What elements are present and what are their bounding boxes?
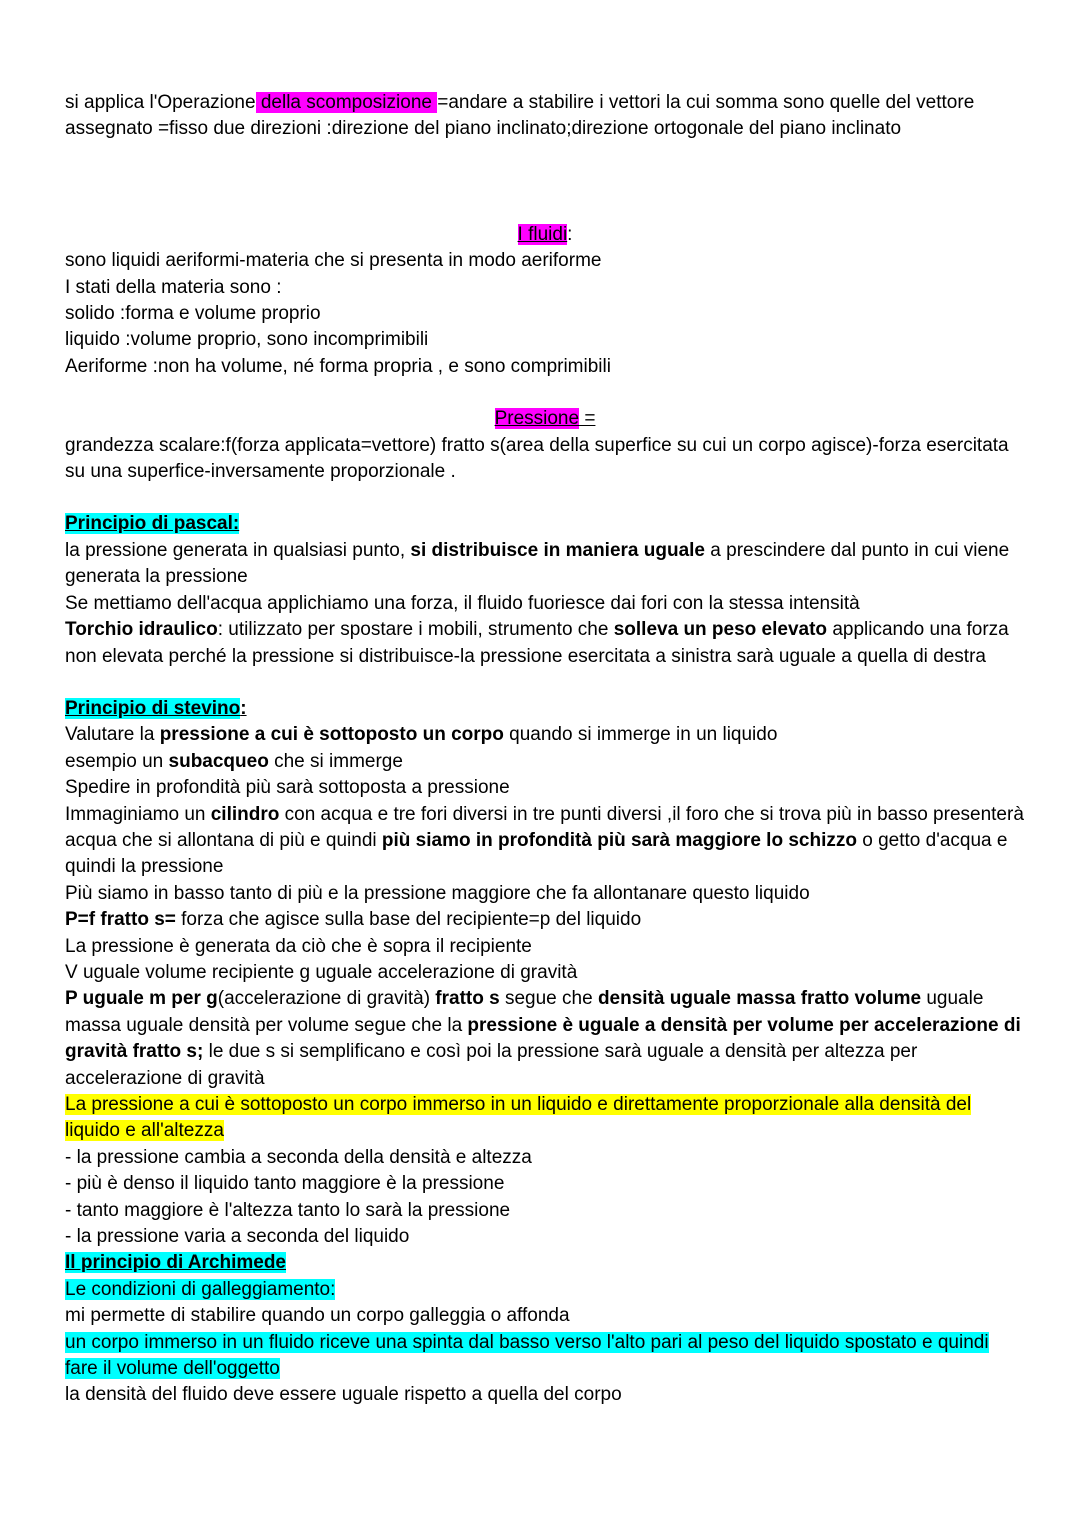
stevino-bold: cilindro xyxy=(210,803,280,825)
intro-paragraph xyxy=(65,90,1025,143)
stevino-text: quando si immerge in un liquido xyxy=(503,724,778,746)
stevino-line: La pressione è generata da ciò che è sopra il recipiente xyxy=(65,935,532,957)
fluidi-line: sono liquidi aeriformi-materia che si presenta in modo aeriforme xyxy=(65,250,602,272)
spacer xyxy=(65,380,1025,406)
archimede-principle: un corpo immerso in un fluido riceve una spinta dal basso verso l'alto pari al peso del liquido spostato e quindi fare il volume dell'oggetto xyxy=(65,1331,989,1380)
pascal-text: : utilizzato per spostare i mobili, strumento che xyxy=(217,619,614,641)
fluidi-line: I stati della materia sono : xyxy=(65,276,282,298)
archimede-conditions: Le condizioni di galleggiamento: xyxy=(65,1278,336,1300)
fluidi-line: liquido :volume proprio, sono incomprimibili xyxy=(65,329,429,351)
fluidi-title-colon: : xyxy=(567,223,573,245)
stevino-highlight-line xyxy=(65,1092,1025,1145)
pascal-heading: Principio di pascal: xyxy=(65,513,240,535)
stevino-text: le due s si semplificano e così poi la pressione sarà uguale a densità per altezza per accelerazione di gravità xyxy=(65,1041,918,1089)
stevino-text: (accelerazione di gravità) xyxy=(217,988,436,1010)
pascal-text: applicando una forza non elevata perché la pressione si distribuisce-la pressione esercitata a sinistra sarà uguale a quella di destra xyxy=(65,619,1009,667)
archimede-line: la densità del fluido deve essere uguale rispetto a quella del corpo xyxy=(65,1384,622,1406)
stevino-line xyxy=(65,802,1025,881)
document-content xyxy=(65,90,1025,1409)
stevino-bold: subacqueo xyxy=(168,750,269,772)
stevino-text: o getto d'acqua e quindi la pressione xyxy=(65,829,1008,878)
stevino-line: Spedire in profondità più sarà sottoposta a pressione xyxy=(65,777,510,799)
stevino-bullet: - tanto maggiore è l'altezza tanto lo sarà la pressione xyxy=(65,1199,511,1221)
archimede-heading: Il principio di Archimede xyxy=(65,1252,286,1274)
pressione-definition: grandezza scalare:f(forza applicata=vettore) fratto s(area della superfice su cui un corpo agisce)-forza esercitata su una superfice-inversamente proporzionale . xyxy=(65,434,1009,483)
stevino-line: Più siamo in basso tanto di più e la pressione maggiore che fa allontanare questo liquido xyxy=(65,882,810,904)
highlight-scomposizione: della scomposizione xyxy=(255,92,438,113)
archimede-conditions-line xyxy=(65,1277,1025,1303)
stevino-highlight: La pressione a cui è sottoposto un corpo immerso in un liquido e direttamente proporzionale alla densità del liquido e all'altezza xyxy=(65,1094,972,1142)
pressione-title-line xyxy=(65,406,1025,432)
stevino-heading-line xyxy=(65,696,1025,722)
spacer xyxy=(65,143,1025,222)
pascal-paragraph-3 xyxy=(65,617,1025,670)
spacer xyxy=(65,485,1025,511)
stevino-bold: P=f fratto s= xyxy=(65,909,176,931)
stevino-bold: pressione a cui è sottoposto un corpo xyxy=(159,724,504,746)
stevino-text: esempio un xyxy=(65,750,169,772)
pascal-paragraph-1 xyxy=(65,538,1025,591)
stevino-line: V uguale volume recipiente g uguale accelerazione di gravità xyxy=(65,961,578,983)
pressione-title-eq: = xyxy=(579,408,596,430)
pressione-title: Pressione xyxy=(494,408,580,430)
pascal-paragraph-2: Se mettiamo dell'acqua applichiamo una forza, il fluido fuoriesce dai fori con la stessa intensità xyxy=(65,592,860,614)
fluidi-line: solido :forma e volume proprio xyxy=(65,303,321,325)
pascal-bold: solleva un peso elevato xyxy=(613,619,828,641)
stevino-line xyxy=(65,749,1025,775)
stevino-bullet: - più è denso il liquido tanto maggiore è la pressione xyxy=(65,1173,505,1195)
stevino-text: forza che agisce sulla base del recipiente=p del liquido xyxy=(175,909,642,931)
stevino-text: con acqua e tre fori diversi in tre punti diversi ,il foro che si trova più in basso presenterà acqua che si allontana di più e quindi xyxy=(65,803,1024,851)
stevino-heading-colon: : xyxy=(240,697,247,719)
pascal-heading-line xyxy=(65,511,1025,537)
stevino-bold: P uguale m per g xyxy=(65,988,218,1010)
stevino-text: Immaginiamo un xyxy=(65,803,211,825)
stevino-heading: Principio di stevino xyxy=(65,697,241,719)
archimede-text: mi permette di stabilire quando un corpo galleggia o affonda xyxy=(65,1305,570,1327)
stevino-bold: fratto s xyxy=(435,988,500,1010)
pascal-text: la pressione generata in qualsiasi punto, xyxy=(65,539,411,561)
pascal-text: a prescindere dal punto in cui viene generata la pressione xyxy=(65,539,1010,588)
archimede-principle-line xyxy=(65,1330,1025,1383)
stevino-bullet: - la pressione varia a seconda del liquido xyxy=(65,1226,410,1248)
stevino-bold: densità uguale massa fratto volume xyxy=(597,988,922,1010)
stevino-text: segue che xyxy=(499,988,598,1010)
stevino-bullet: - la pressione cambia a seconda della densità e altezza xyxy=(65,1146,532,1168)
fluidi-line: Aeriforme :non ha volume, né forma propria , e sono comprimibili xyxy=(65,355,611,377)
stevino-text: che si immerge xyxy=(268,750,403,772)
stevino-bold: più siamo in profondità più sarà maggiore lo schizzo xyxy=(381,829,857,851)
archimede-line xyxy=(65,1303,1025,1329)
stevino-line xyxy=(65,722,1025,748)
intro-text: si applica l'Operazione xyxy=(65,92,256,113)
stevino-bold: pressione è uguale a densità per volume per accelerazione di gravità fratto s; xyxy=(65,1014,1021,1063)
fluidi-title: I fluidi xyxy=(517,223,568,245)
torchio-label: Torchio idraulico xyxy=(65,619,218,641)
fluidi-title-line xyxy=(65,222,1025,248)
stevino-text: uguale massa uguale densità per volume segue che la xyxy=(65,988,984,1036)
pascal-bold: si distribuisce in maniera uguale xyxy=(410,539,705,561)
intro-text-rest: =andare a stabilire i vettori la cui somma sono quelle del vettore assegnato =fisso due direzioni :direzione del piano inclinato;direzione ortogonale del piano inclinato xyxy=(65,92,975,140)
spacer xyxy=(65,670,1025,696)
archimede-heading-line xyxy=(65,1250,1025,1276)
stevino-line xyxy=(65,907,1025,933)
stevino-text: Valutare la xyxy=(65,724,160,746)
stevino-formula-paragraph xyxy=(65,986,1025,1092)
